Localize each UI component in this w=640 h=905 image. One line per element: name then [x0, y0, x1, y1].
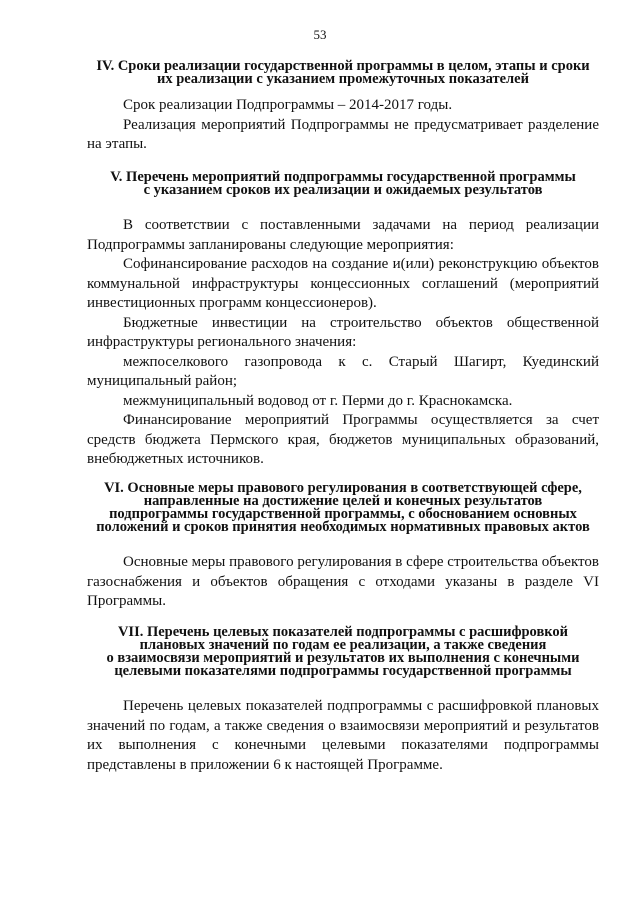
paragraph: межмуниципальный водовод от г. Перми до г. Краснокамска.: [123, 392, 513, 409]
section-iv-body: [87, 96, 599, 155]
section-v: [87, 171, 599, 197]
section-vii-heading: [87, 626, 599, 678]
section-vi-body: [87, 553, 599, 612]
paragraph: Перечень целевых показателей подпрограммы с расшифровкой плановых значений по годам, а также сведения о взаимосвязи мероприятий и результатов их выполнения с конечными целевыми показателями подпрограммы представлены в приложении 6 к настоящей Программе.: [87, 698, 599, 773]
heading-line: о взаимосвязи мероприятий и результатов их выполнения с конечными: [106, 650, 580, 666]
heading-line: подпрограммы государственной программы, с обоснованием основных: [109, 506, 577, 522]
section-iv: [87, 60, 599, 86]
heading-line: положений и сроков принятия необходимых нормативных правовых актов: [96, 519, 590, 535]
paragraph: Финансирование мероприятий Программы осуществляется за счет средств бюджета Пермского края, бюджетов муниципальных образований, внебюджетных источников.: [87, 412, 599, 467]
heading-line: направленные на достижение целей и конечных результатов: [143, 493, 543, 509]
heading-line: IV. Сроки реализации государственной программы в целом, этапы и сроки: [96, 58, 590, 74]
section-vi-heading: [87, 482, 599, 534]
heading-line: целевыми показателями подпрограммы государственной программы: [114, 663, 572, 679]
paragraph: Основные меры правового регулирования в сфере строительства объектов газоснабжения и объектов обращения с отходами указаны в разделе VI Программы.: [87, 554, 599, 609]
section-vi: [87, 482, 599, 534]
heading-line: с указанием сроков их реализации и ожидаемых результатов: [143, 182, 543, 198]
section-vii: [87, 626, 599, 678]
heading-line: VI. Основные меры правового регулирования в соответствующей сфере,: [104, 480, 582, 496]
paragraph: Реализация мероприятий Подпрограммы не предусматривает разделение на этапы.: [87, 116, 599, 152]
section-iv-heading: [87, 60, 599, 86]
paragraph: В соответствии с поставленными задачами на период реализации Подпрограммы запланированы следующие мероприятия:: [87, 217, 599, 253]
section-vii-body: [87, 697, 599, 775]
paragraph: Бюджетные инвестиции на строительство объектов общественной инфраструктуры регионального значения:: [87, 314, 599, 350]
heading-line: плановых значений по годам ее реализации, а также сведения: [139, 637, 547, 653]
heading-line: VII. Перечень целевых показателей подпрограммы с расшифровкой: [117, 624, 569, 640]
section-v-heading: [87, 171, 599, 197]
paragraph: межпоселкового газопровода к с. Старый Шагирт, Куединский муниципальный район;: [87, 353, 599, 389]
section-v-body: [87, 216, 599, 470]
heading-line: V. Перечень мероприятий подпрограммы государственной программы: [110, 169, 576, 185]
paragraph: Срок реализации Подпрограммы – 2014-2017 годы.: [123, 97, 453, 113]
heading-line: их реализации с указанием промежуточных показателей: [157, 71, 529, 87]
paragraph: Софинансирование расходов на создание и(или) реконструкцию объектов коммунальной инфраструктуры концессионных соглашений (мероприятий инвестиционных программ концессионеров).: [87, 256, 599, 311]
page-number: 53: [313, 27, 327, 42]
